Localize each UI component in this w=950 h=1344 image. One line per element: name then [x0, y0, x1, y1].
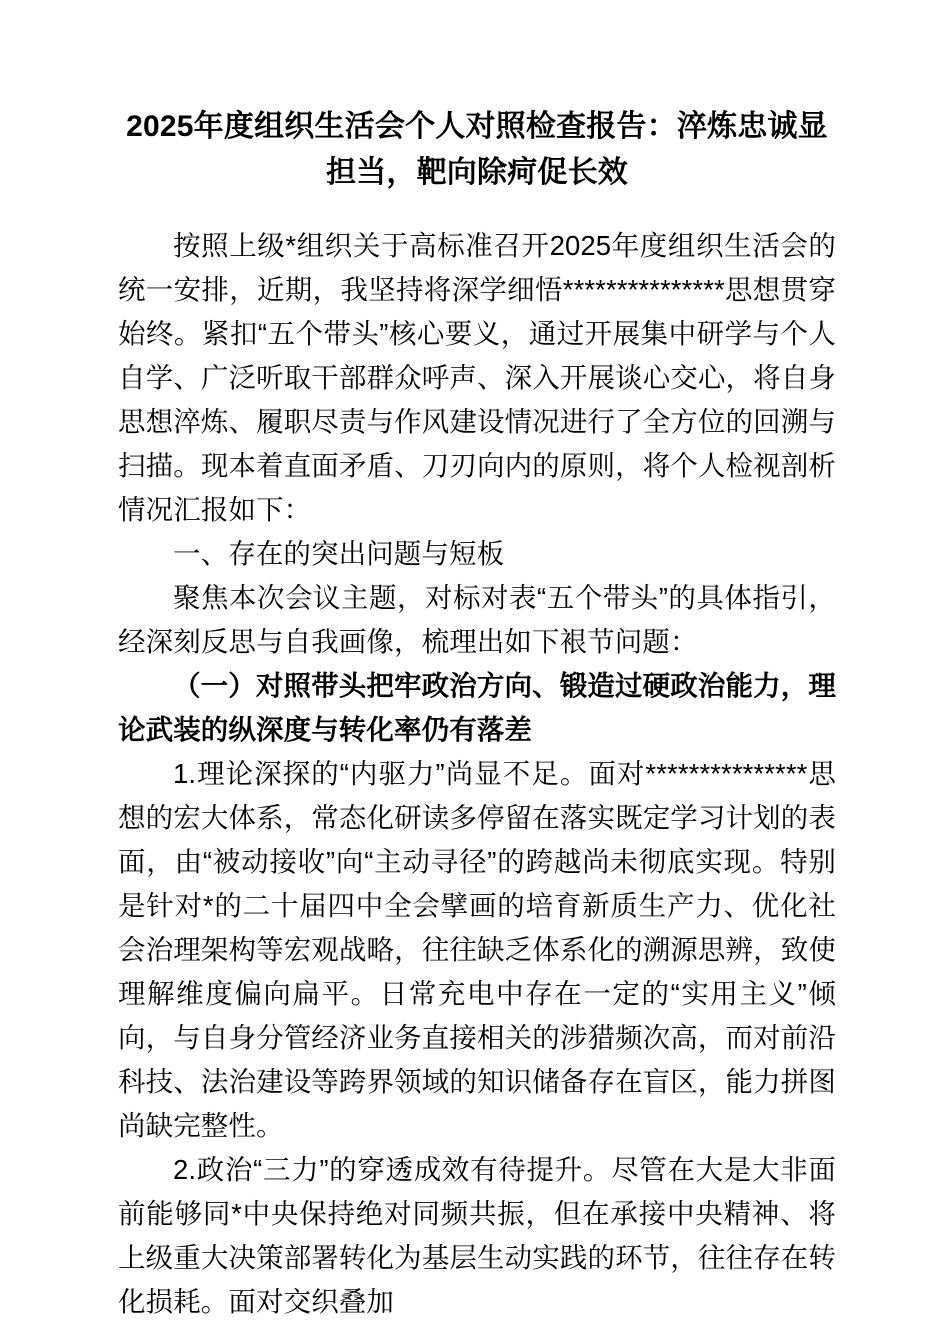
section-heading-one: 一、存在的突出问题与短板: [173, 538, 505, 569]
document-content: [118, 104, 836, 1324]
paragraph-item-2: 2.政治“三力”的穿透成效有待提升。尽管在大是大非面前能够同*中央保持绝对同频共振，但在承接中央精神、将上级重大决策部署转化为基层生动实践的环节，往往存在转化损耗。面对交织叠加: [118, 1154, 836, 1317]
page-title: 2025年度组织生活会个人对照检查报告：淬炼忠诚显担当，靶向除疴促长效: [126, 110, 828, 189]
paragraph-focus: 聚焦本次会议主题，对标对表“五个带头”的具体指引，经深刻反思与自我画像，梳理出如下裉节问题：: [118, 582, 836, 657]
paragraph-item-1: 1.理论深探的“内驱力”尚显不足。面对***************思想的宏大体系，常态化研读多停留在落实既定学习计划的表面，由“被动接收”向“主动寻径”的跨越尚未彻底实现。特别是针对*的二十届四中全会擘画的培育新质生产力、优化社会治理架构等宏观战略，往往缺乏体系化的溯源思辨，致使理解维度偏向扁平。日常充电中存在一定的“实用主义”倾向，与自身分管经济业务直接相关的涉猎频次高，而对前沿科技、法治建设等跨界领域的知识储备存在盲区，能力拼图尚缺完整性。: [118, 758, 836, 1141]
paragraph-opening: 按照上级*组织关于高标准召开2025年度组织生活会的统一安排，近期，我坚持将深学细悟***************思想贯穿始终。紧扣“五个带头”核心要义，通过开展集中研学与个人自学、广泛听取干部群众呼声、深入开展谈心交心，将自身思想淬炼、履职尽责与作风建设情况进行了全方位的回溯与扫描。现本着直面矛盾、刀刃向内的原则，将个人检视剖析情况汇报如下：: [118, 230, 836, 525]
subsection-heading-one: （一）对照带头把牢政治方向、锻造过硬政治能力，理论武装的纵深度与转化率仍有落差: [118, 670, 836, 745]
